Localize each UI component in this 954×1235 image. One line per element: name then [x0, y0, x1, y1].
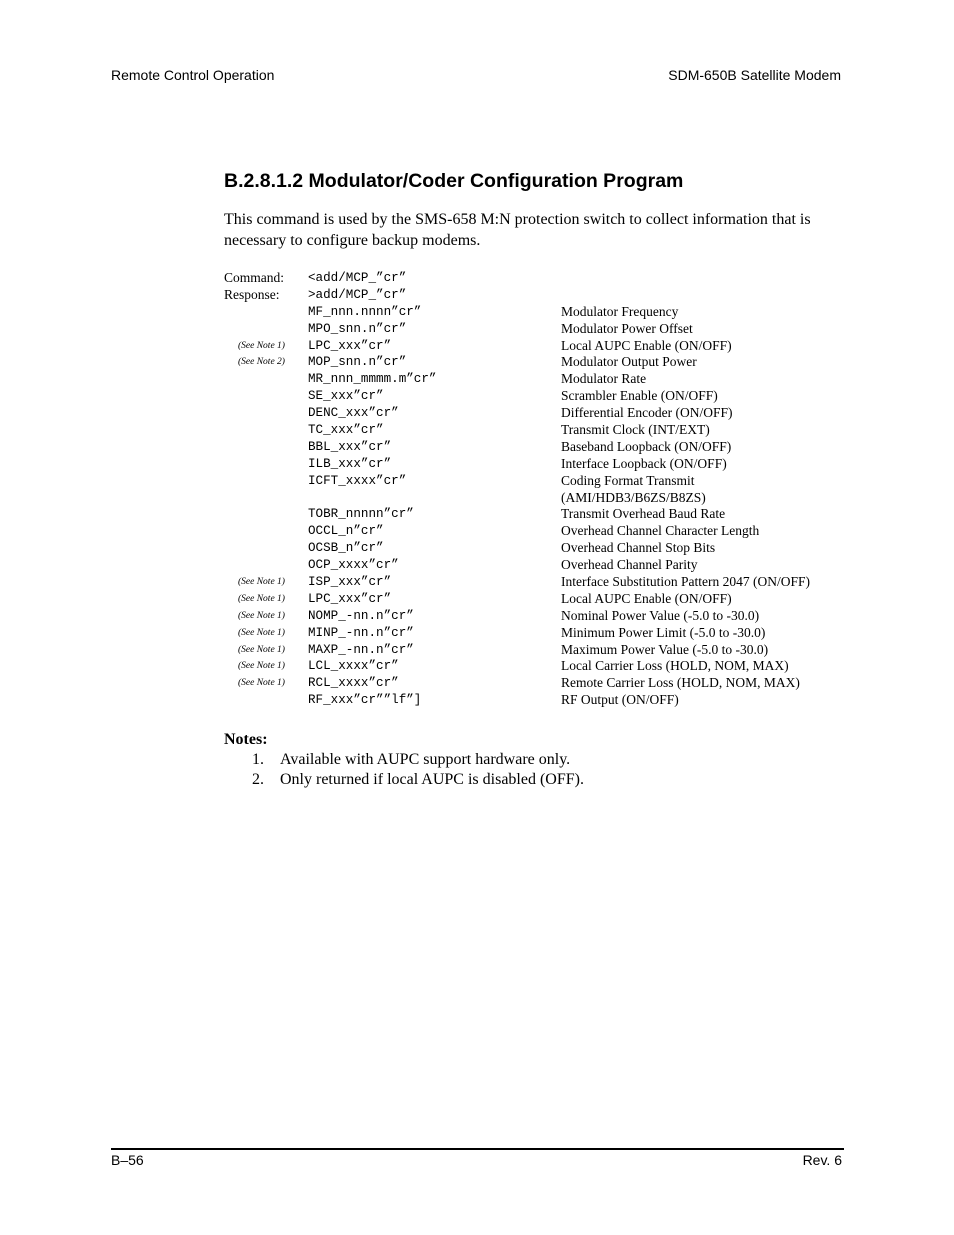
note-item: [252, 750, 584, 770]
command-row: [224, 371, 844, 388]
command-code: TC_xxx”cr”: [308, 423, 384, 438]
command-table: [224, 270, 844, 709]
command-row: [224, 405, 844, 422]
command-code: BBL_xxx”cr”: [308, 439, 392, 454]
command-code: MF_nnn.nnnn”cr”: [308, 304, 422, 319]
command-code: ILB_xxx”cr”: [308, 456, 392, 471]
command-row: [224, 642, 844, 659]
note-text: Available with AUPC support hardware only.: [280, 751, 571, 768]
parameter-description: Modulator Rate: [561, 371, 647, 387]
notes-title: Notes:: [224, 731, 268, 748]
parameter-description: Transmit Overhead Baud Rate: [561, 506, 726, 522]
command-code: OCSB_n”cr”: [308, 541, 384, 556]
command-row: [224, 692, 844, 709]
command-row: [224, 287, 844, 304]
note-number: 1.: [252, 751, 264, 768]
command-row: [224, 625, 844, 642]
parameter-description: Interface Substitution Pattern 2047 (ON/OFF): [561, 574, 810, 590]
parameter-description: Baseband Loopback (ON/OFF): [561, 438, 732, 454]
parameter-description: Maximum Power Value (-5.0 to -30.0): [561, 641, 769, 657]
command-code: ICFT_xxxx”cr”: [308, 473, 407, 488]
command-row: [224, 675, 844, 692]
notes-list: [252, 750, 584, 789]
command-code: TOBR_nnnnn”cr”: [308, 507, 414, 522]
note-reference: (See Note 1): [238, 661, 285, 672]
command-code: SE_xxx”cr”: [308, 389, 384, 404]
parameter-description: Local Carrier Loss (HOLD, NOM, MAX): [561, 658, 789, 674]
command-row: [224, 439, 844, 456]
parameter-description: Local AUPC Enable (ON/OFF): [561, 590, 732, 606]
command-row: [224, 591, 844, 608]
command-row: [224, 608, 844, 625]
command-code: OCCL_n”cr”: [308, 524, 384, 539]
parameter-description: Interface Loopback (ON/OFF): [561, 455, 727, 471]
parameter-description: Modulator Frequency: [561, 303, 679, 319]
command-code: DENC_xxx”cr”: [308, 406, 399, 421]
command-row: [224, 304, 844, 321]
command-code: NOMP_-nn.n”cr”: [308, 608, 414, 623]
parameter-description: Modulator Power Offset: [561, 320, 693, 336]
note-reference: (See Note 1): [238, 577, 285, 588]
command-row: [224, 540, 844, 557]
parameter-description: Overhead Channel Parity: [561, 557, 698, 573]
command-row: [224, 388, 844, 405]
command-code: <add/MCP_”cr”: [308, 271, 407, 285]
command-row: [224, 354, 844, 371]
note-reference: (See Note 1): [238, 610, 285, 621]
note-reference: (See Note 2): [238, 357, 285, 368]
note-reference: (See Note 1): [238, 644, 285, 655]
command-row: [224, 321, 844, 338]
command-row: [224, 658, 844, 675]
parameter-description: Local AUPC Enable (ON/OFF): [561, 337, 732, 353]
row-label: Response:: [224, 286, 280, 302]
footer-divider: [111, 1148, 844, 1150]
command-code: MPO_snn.n”cr”: [308, 321, 407, 336]
row-label: Command:: [224, 270, 284, 285]
command-row: [224, 574, 844, 591]
command-code: ISP_xxx”cr”: [308, 575, 392, 590]
parameter-description: Transmit Clock (INT/EXT): [561, 422, 710, 438]
parameter-description: Remote Carrier Loss (HOLD, NOM, MAX): [561, 675, 800, 691]
parameter-description: Overhead Channel Character Length: [561, 523, 760, 539]
parameter-description: Coding Format Transmit: [561, 472, 695, 488]
header-left: Remote Control Operation: [111, 67, 275, 83]
parameter-description: Differential Encoder (ON/OFF): [561, 405, 733, 421]
parameter-description: (AMI/HDB3/B6ZS/B8ZS): [561, 489, 706, 505]
command-row: [224, 523, 844, 540]
parameter-description: Nominal Power Value (-5.0 to -30.0): [561, 607, 760, 623]
command-code: >add/MCP_”cr”: [308, 287, 407, 302]
command-row: [224, 506, 844, 523]
command-code: MR_nnn_mmmm.m”cr”: [308, 372, 437, 387]
parameter-description: Scrambler Enable (ON/OFF): [561, 388, 718, 404]
command-code: OCP_xxxx”cr”: [308, 558, 399, 573]
command-code: MAXP_-nn.n”cr”: [308, 642, 414, 657]
command-code: LPC_xxx”cr”: [308, 591, 392, 606]
header-right: SDM-650B Satellite Modem: [668, 67, 841, 83]
command-code: RF_xxx”cr””lf”]: [308, 693, 422, 708]
note-number: 2.: [252, 770, 264, 788]
command-row: [224, 473, 844, 490]
command-row: [224, 557, 844, 574]
section-title: B.2.8.1.2 Modulator/Coder Configuration Program: [224, 170, 684, 192]
parameter-description: RF Output (ON/OFF): [561, 692, 679, 708]
command-code: RCL_xxxx”cr”: [308, 676, 399, 691]
note-reference: (See Note 1): [238, 627, 285, 638]
command-code: MOP_snn.n”cr”: [308, 355, 407, 370]
command-row: [224, 456, 844, 473]
command-row: [224, 270, 844, 287]
command-code: LCL_xxxx”cr”: [308, 659, 399, 674]
footer-revision: Rev. 6: [802, 1152, 842, 1168]
section-intro: This command is used by the SMS-658 M:N protection switch to collect information that is necessary to configure backup modems.: [224, 211, 811, 249]
command-row: [224, 422, 844, 439]
note-reference: (See Note 1): [238, 678, 285, 689]
command-code: LPC_xxx”cr”: [308, 338, 392, 353]
command-row: [224, 490, 844, 507]
parameter-description: Minimum Power Limit (-5.0 to -30.0): [561, 624, 766, 640]
note-reference: (See Note 1): [238, 593, 285, 604]
note-item: [252, 770, 584, 790]
command-row: [224, 338, 844, 355]
parameter-description: Overhead Channel Stop Bits: [561, 540, 716, 556]
command-code: MINP_-nn.n”cr”: [308, 625, 414, 640]
footer-page-number: B–56: [111, 1152, 144, 1168]
note-reference: (See Note 1): [238, 340, 285, 351]
parameter-description: Modulator Output Power: [561, 354, 697, 370]
note-text: Only returned if local AUPC is disabled (OFF).: [280, 770, 584, 788]
